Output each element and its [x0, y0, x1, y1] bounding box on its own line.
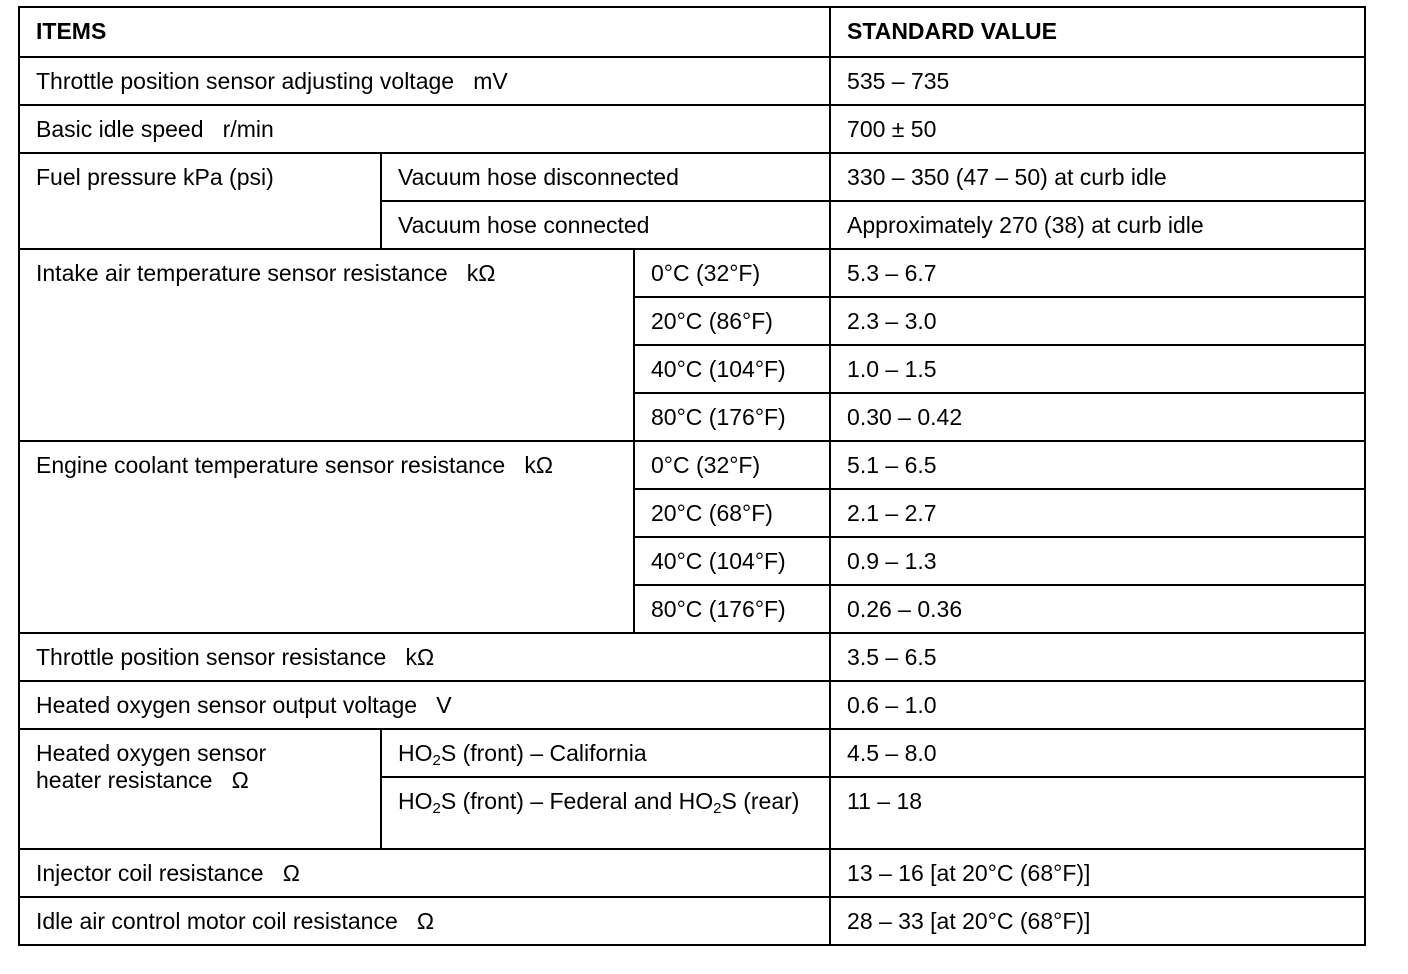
- subscript: 2: [432, 752, 441, 769]
- table-row: [19, 57, 1365, 105]
- item-cell: Fuel pressure kPa (psi): [19, 153, 381, 249]
- value-cell: 5.3 – 6.7: [830, 249, 1365, 297]
- value-cell: 5.1 – 6.5: [830, 441, 1365, 489]
- value-cell: 1.0 – 1.5: [830, 345, 1365, 393]
- value-cell: 0.6 – 1.0: [830, 681, 1365, 729]
- temperature-cell: 40°C (104°F): [634, 345, 830, 393]
- value-cell: 11 – 18: [830, 777, 1365, 849]
- condition-text: S (rear): [721, 788, 800, 814]
- table-row: [19, 729, 1365, 777]
- value-cell: 4.5 – 8.0: [830, 729, 1365, 777]
- table-row: [19, 897, 1365, 945]
- header-row: [19, 7, 1365, 57]
- specification-table: [18, 6, 1366, 946]
- value-cell: 3.5 – 6.5: [830, 633, 1365, 681]
- table-row: [19, 849, 1365, 897]
- header-standard-value: STANDARD VALUE: [830, 7, 1365, 57]
- condition-cell: [381, 729, 830, 777]
- temperature-cell: 20°C (86°F): [634, 297, 830, 345]
- table-row: [19, 633, 1365, 681]
- condition-text: S (front) – Federal and HO: [440, 788, 714, 814]
- condition-cell: Vacuum hose connected: [381, 201, 830, 249]
- condition-text: S (front) – California: [440, 740, 647, 766]
- table-row: [19, 153, 1365, 201]
- item-cell: Throttle position sensor adjusting voltage mV: [19, 57, 830, 105]
- value-cell: 700 ± 50: [830, 105, 1365, 153]
- condition-cell: Vacuum hose disconnected: [381, 153, 830, 201]
- value-cell: 28 – 33 [at 20°C (68°F)]: [830, 897, 1365, 945]
- item-line: heater resistance Ω: [36, 767, 249, 793]
- value-cell: 0.26 – 0.36: [830, 585, 1365, 633]
- header-items: ITEMS: [19, 7, 830, 57]
- item-cell: Heated oxygen sensor output voltage V: [19, 681, 830, 729]
- ho-text: HO: [398, 788, 433, 814]
- value-cell: Approximately 270 (38) at curb idle: [830, 201, 1365, 249]
- value-cell: 535 – 735: [830, 57, 1365, 105]
- subscript: 2: [432, 800, 441, 817]
- temperature-cell: 80°C (176°F): [634, 393, 830, 441]
- temperature-cell: 40°C (104°F): [634, 537, 830, 585]
- item-cell: Throttle position sensor resistance kΩ: [19, 633, 830, 681]
- table-row: [19, 681, 1365, 729]
- item-cell: [19, 729, 381, 849]
- value-cell: 2.3 – 3.0: [830, 297, 1365, 345]
- item-cell: Engine coolant temperature sensor resistance kΩ: [19, 441, 634, 633]
- ho-text: HO: [398, 740, 433, 766]
- item-cell: Injector coil resistance Ω: [19, 849, 830, 897]
- table-row: [19, 105, 1365, 153]
- item-cell: Intake air temperature sensor resistance kΩ: [19, 249, 634, 441]
- table-row: [19, 249, 1365, 297]
- item-cell: Idle air control motor coil resistance Ω: [19, 897, 830, 945]
- value-cell: 0.30 – 0.42: [830, 393, 1365, 441]
- subscript: 2: [713, 800, 722, 817]
- temperature-cell: 0°C (32°F): [634, 249, 830, 297]
- table-row: [19, 441, 1365, 489]
- temperature-cell: 20°C (68°F): [634, 489, 830, 537]
- item-line: Heated oxygen sensor: [36, 740, 267, 766]
- temperature-cell: 0°C (32°F): [634, 441, 830, 489]
- value-cell: 0.9 – 1.3: [830, 537, 1365, 585]
- value-cell: 2.1 – 2.7: [830, 489, 1365, 537]
- temperature-cell: 80°C (176°F): [634, 585, 830, 633]
- value-cell: 330 – 350 (47 – 50) at curb idle: [830, 153, 1365, 201]
- condition-cell: [381, 777, 830, 849]
- value-cell: 13 – 16 [at 20°C (68°F)]: [830, 849, 1365, 897]
- item-cell: Basic idle speed r/min: [19, 105, 830, 153]
